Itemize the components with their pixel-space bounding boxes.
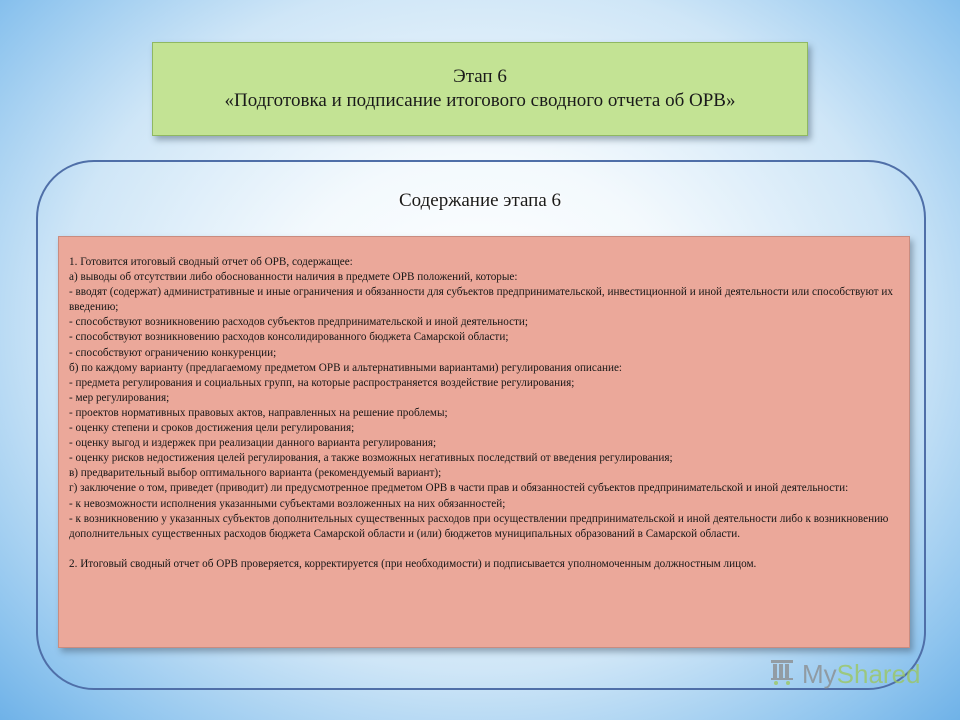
watermark-text-part2: Shared xyxy=(836,658,921,689)
content-line: - способствуют ограничению конкуренции; xyxy=(69,346,277,359)
content-line: - вводят (содержат) административные и иные ограничения и обязанности для субъектов предпринимательской, инвестиционной и иной деятельности или способствуют их введению; xyxy=(69,286,893,314)
content-line: - оценку рисков недостижения целей регулирования, а также возможных негативных последствий от введения регулирования; xyxy=(69,452,673,465)
content-box xyxy=(58,236,910,648)
content-line: 1. Готовится итоговый сводный отчет об ОРВ, содержащее: xyxy=(69,256,353,268)
content-line: - оценку степени и сроков достижения цели регулирования; xyxy=(69,422,355,435)
shopping-cart-icon xyxy=(768,656,798,693)
paragraph-spacer xyxy=(69,542,899,557)
content-line: в) предварительный выбор оптимального варианта (рекомендуемый вариант); xyxy=(69,467,442,480)
content-line: - мер регулирования; xyxy=(69,391,170,404)
stage-title-line2: «Подготовка и подписание итогового сводного отчета об ОРВ» xyxy=(224,90,736,111)
content-line: - способствуют возникновению расходов консолидированного бюджета Самарской области; xyxy=(69,331,509,344)
content-line: - предмета регулирования и социальных групп, на которые распространяется воздействие регулирования; xyxy=(69,376,575,389)
content-line: - проектов нормативных правовых актов, направленных на решение проблемы; xyxy=(69,406,448,419)
content-line: - оценку выгод и издержек при реализации данного варианта регулирования; xyxy=(69,437,437,450)
stage-title-line1: Этап 6 xyxy=(453,66,507,87)
section-heading: Содержание этапа 6 xyxy=(398,190,562,211)
watermark-logo xyxy=(768,656,921,692)
content-line: - к возникновению у указанных субъектов дополнительных существенных расходов при осуществлении предпринимательской и иной деятельности либо к возникновению дополнительных существенных расходов бюджета Самарской области и (или) бюджетов муниципальных образований в Самарской области. xyxy=(69,512,889,540)
final-paragraph: 2. Итоговый сводный отчет об ОРВ проверяется, корректируется (при необходимости) и подписывается уполномоченным должностным лицом. xyxy=(69,557,757,570)
content-line: б) по каждому варианту (предлагаемому предметом ОРВ и альтернативными вариантами) регулирования описание: xyxy=(69,361,623,374)
content-line: - способствуют возникновению расходов субъектов предпринимательской и иной деятельности; xyxy=(69,316,529,329)
content-line: г) заключение о том, приведет (приводит) ли предусмотренное предметом ОРВ в части прав и обязанностей субъектов предпринимательской и иной деятельности: xyxy=(69,482,849,495)
content-line: а) выводы об отсутствии либо обоснованности наличия в предмете ОРВ положений, которые: xyxy=(69,271,518,284)
content-line: - к невозможности исполнения указанными субъектами возложенных на них обязанностей; xyxy=(69,497,506,510)
watermark-text-part1: My xyxy=(802,658,837,689)
stage-title-box xyxy=(152,42,808,136)
